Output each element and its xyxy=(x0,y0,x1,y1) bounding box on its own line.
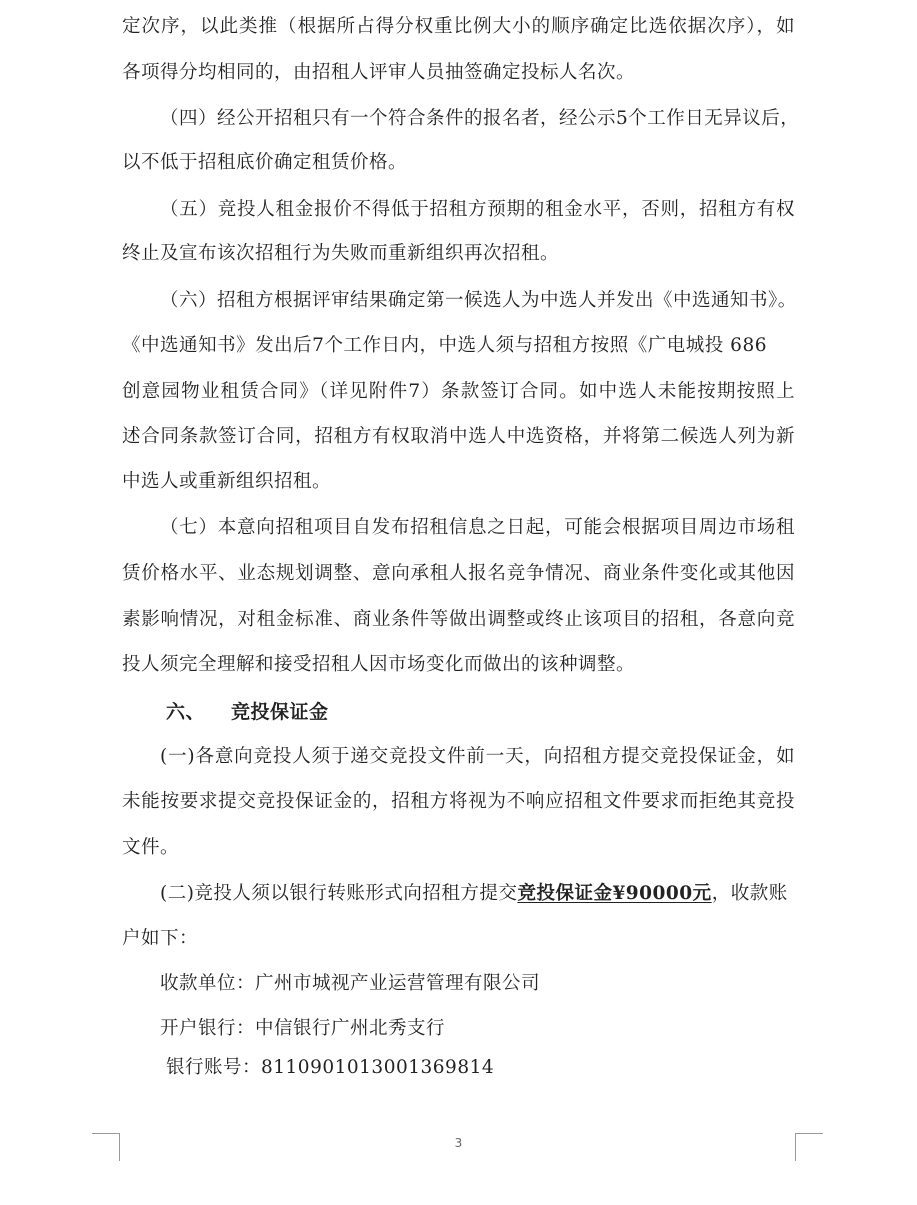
payee-line: 收款单位：广州市城视产业运营管理有限公司 xyxy=(160,973,541,994)
paragraph-line: （六）招租方根据评审结果确定第一候选人为中选人并发出《中选通知书》。 xyxy=(160,290,797,311)
section-heading xyxy=(166,700,329,724)
paragraph-line: 述合同条款签订合同，招租方有权取消中选人中选资格，并将第二候选人列为新 xyxy=(122,426,795,447)
paragraph-line: 以不低于招租底价确定租赁价格。 xyxy=(122,152,408,173)
paragraph-line: 素影响情况，对租金标准、商业条件等做出调整或终止该项目的招租，各意向竞 xyxy=(122,609,795,630)
section-number: 六、 xyxy=(166,701,206,723)
paragraph-line: 投人须完全理解和接受招租人因市场变化而做出的该种调整。 xyxy=(122,654,636,675)
paragraph-line: 各项得分均相同的，由招租人评审人员抽签确定投标人名次。 xyxy=(122,62,636,83)
paragraph-line: 创意园物业租赁合同》（详见附件7）条款签订合同。如中选人未能按期按照上 xyxy=(122,381,795,402)
deposit-prefix: (二)竞投人须以银行转账形式向招租方提交 xyxy=(160,883,518,904)
account-number-line: 银行账号：8110901013001369814 xyxy=(166,1057,495,1078)
page-number: 3 xyxy=(454,1136,463,1150)
paragraph-line: （四）经公开招租只有一个符合条件的报名者，经公示5个工作日无异议后， xyxy=(160,108,800,129)
paragraph-line: 定次序，以此类推（根据所占得分权重比例大小的顺序确定比选依据次序），如 xyxy=(122,16,795,37)
paragraph-line: 文件。 xyxy=(122,837,180,858)
paragraph-line: (一)各意向竞投人须于递交竞投文件前一天，向招租方提交竞投保证金，如 xyxy=(160,746,795,767)
paragraph-line: 中选人或重新组织招租。 xyxy=(122,471,332,492)
paragraph-line: （五）竞投人租金报价不得低于招租方预期的租金水平，否则，招租方有权 xyxy=(160,199,795,220)
bank-line: 开户银行：中信银行广州北秀支行 xyxy=(160,1018,446,1039)
deposit-suffix: ，收款账 xyxy=(711,883,788,904)
section-title: 竞投保证金 xyxy=(231,701,329,723)
paragraph-line: 户如下： xyxy=(122,928,199,949)
paragraph-line: 《中选通知书》发出后7个工作日内，中选人须与招租方按照《广电城投 686 xyxy=(122,335,767,356)
paragraph-line: 终止及宣布该次招租行为失败而重新组织再次招租。 xyxy=(122,243,560,264)
paragraph-line: 赁价格水平、业态规划调整、意向承租人报名竞争情况、商业条件变化或其他因 xyxy=(122,563,795,584)
deposit-paragraph-line xyxy=(160,882,788,906)
paragraph-line: 未能按要求提交竞投保证金的，招租方将视为不响应招租文件要求而拒绝其竞投 xyxy=(122,791,795,812)
paragraph-line: （七）本意向招租项目自发布招租信息之日起，可能会根据项目周边市场租 xyxy=(160,517,795,538)
deposit-amount: 竞投保证金¥90000元 xyxy=(517,883,712,904)
